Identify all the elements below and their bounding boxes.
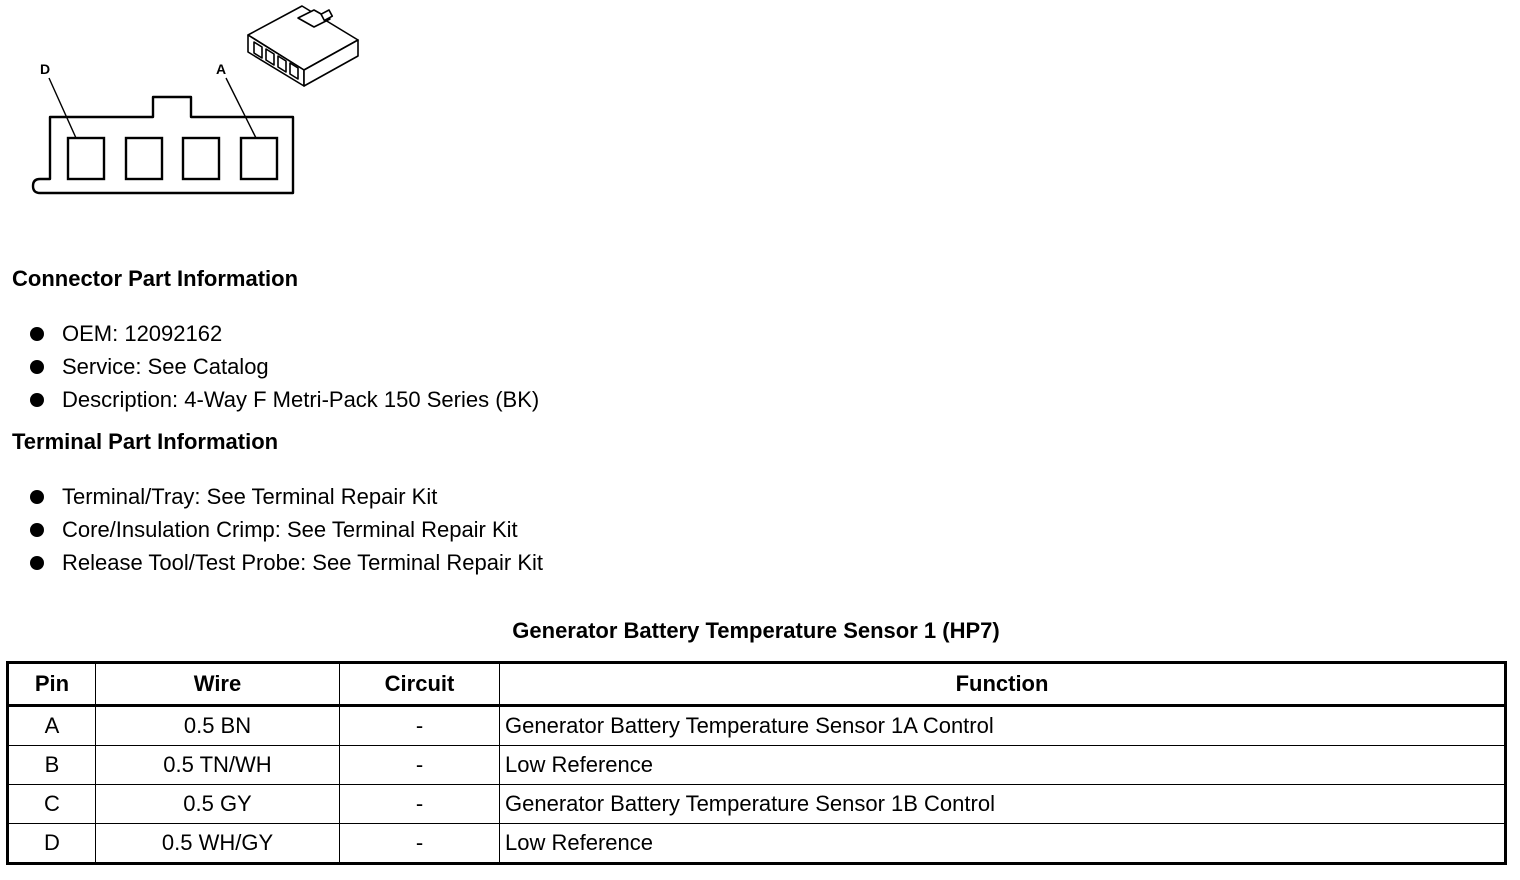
cell-function: Low Reference <box>500 746 1506 785</box>
bullet-icon <box>30 556 44 570</box>
pinout-table <box>6 661 1507 865</box>
table-row <box>8 824 1506 864</box>
terminal-info-heading: Terminal Part Information <box>12 429 279 454</box>
list-item-text: Release Tool/Test Probe: See Terminal Repair Kit <box>62 550 543 575</box>
cell-circuit: - <box>340 746 500 785</box>
list-item <box>0 383 539 416</box>
connector-info-list <box>0 317 539 416</box>
pin-label-d: D <box>40 61 51 77</box>
bullet-icon <box>30 490 44 504</box>
list-item <box>0 350 539 383</box>
cell-function: Generator Battery Temperature Sensor 1A Control <box>500 706 1506 746</box>
table-header-row <box>8 663 1506 706</box>
table-row <box>8 785 1506 824</box>
bullet-icon <box>30 327 44 341</box>
cell-wire: 0.5 GY <box>96 785 340 824</box>
list-item <box>0 317 539 350</box>
cell-circuit: - <box>340 785 500 824</box>
cavity-c <box>126 138 162 179</box>
cell-pin: A <box>8 706 96 746</box>
list-item <box>0 513 543 546</box>
list-item-text: Service: See Catalog <box>62 354 269 379</box>
connector-face-diagram <box>0 0 400 210</box>
bullet-icon <box>30 523 44 537</box>
list-item-text: OEM: 12092162 <box>62 321 223 346</box>
column-header-pin: Pin <box>8 663 96 706</box>
cell-pin: B <box>8 746 96 785</box>
list-item <box>0 480 543 513</box>
column-header-function: Function <box>500 663 1506 706</box>
bullet-icon <box>30 360 44 374</box>
terminal-info-list <box>0 480 543 579</box>
cell-wire: 0.5 BN <box>96 706 340 746</box>
table-row <box>8 746 1506 785</box>
column-header-wire: Wire <box>96 663 340 706</box>
cavity-a <box>241 138 277 179</box>
connector-isometric-view <box>248 6 358 86</box>
column-header-circuit: Circuit <box>340 663 500 706</box>
cavity-b <box>183 138 219 179</box>
cavity-d <box>68 138 104 179</box>
cell-pin: D <box>8 824 96 864</box>
list-item-text: Terminal/Tray: See Terminal Repair Kit <box>62 484 438 509</box>
bullet-icon <box>30 393 44 407</box>
list-item-text: Core/Insulation Crimp: See Terminal Repair Kit <box>62 517 518 542</box>
cell-circuit: - <box>340 824 500 864</box>
cell-circuit: - <box>340 706 500 746</box>
pin-table-caption: Generator Battery Temperature Sensor 1 (HP7) <box>512 618 1000 643</box>
cell-function: Low Reference <box>500 824 1506 864</box>
terminal-cavities <box>68 138 277 179</box>
pin-label-a: A <box>216 61 227 77</box>
cell-pin: C <box>8 785 96 824</box>
list-item-text: Description: 4-Way F Metri-Pack 150 Series (BK) <box>62 387 540 412</box>
cell-wire: 0.5 WH/GY <box>96 824 340 864</box>
table-row <box>8 706 1506 746</box>
cell-wire: 0.5 TN/WH <box>96 746 340 785</box>
list-item <box>0 546 543 579</box>
connector-info-heading: Connector Part Information <box>12 266 299 291</box>
cell-function: Generator Battery Temperature Sensor 1B Control <box>500 785 1506 824</box>
